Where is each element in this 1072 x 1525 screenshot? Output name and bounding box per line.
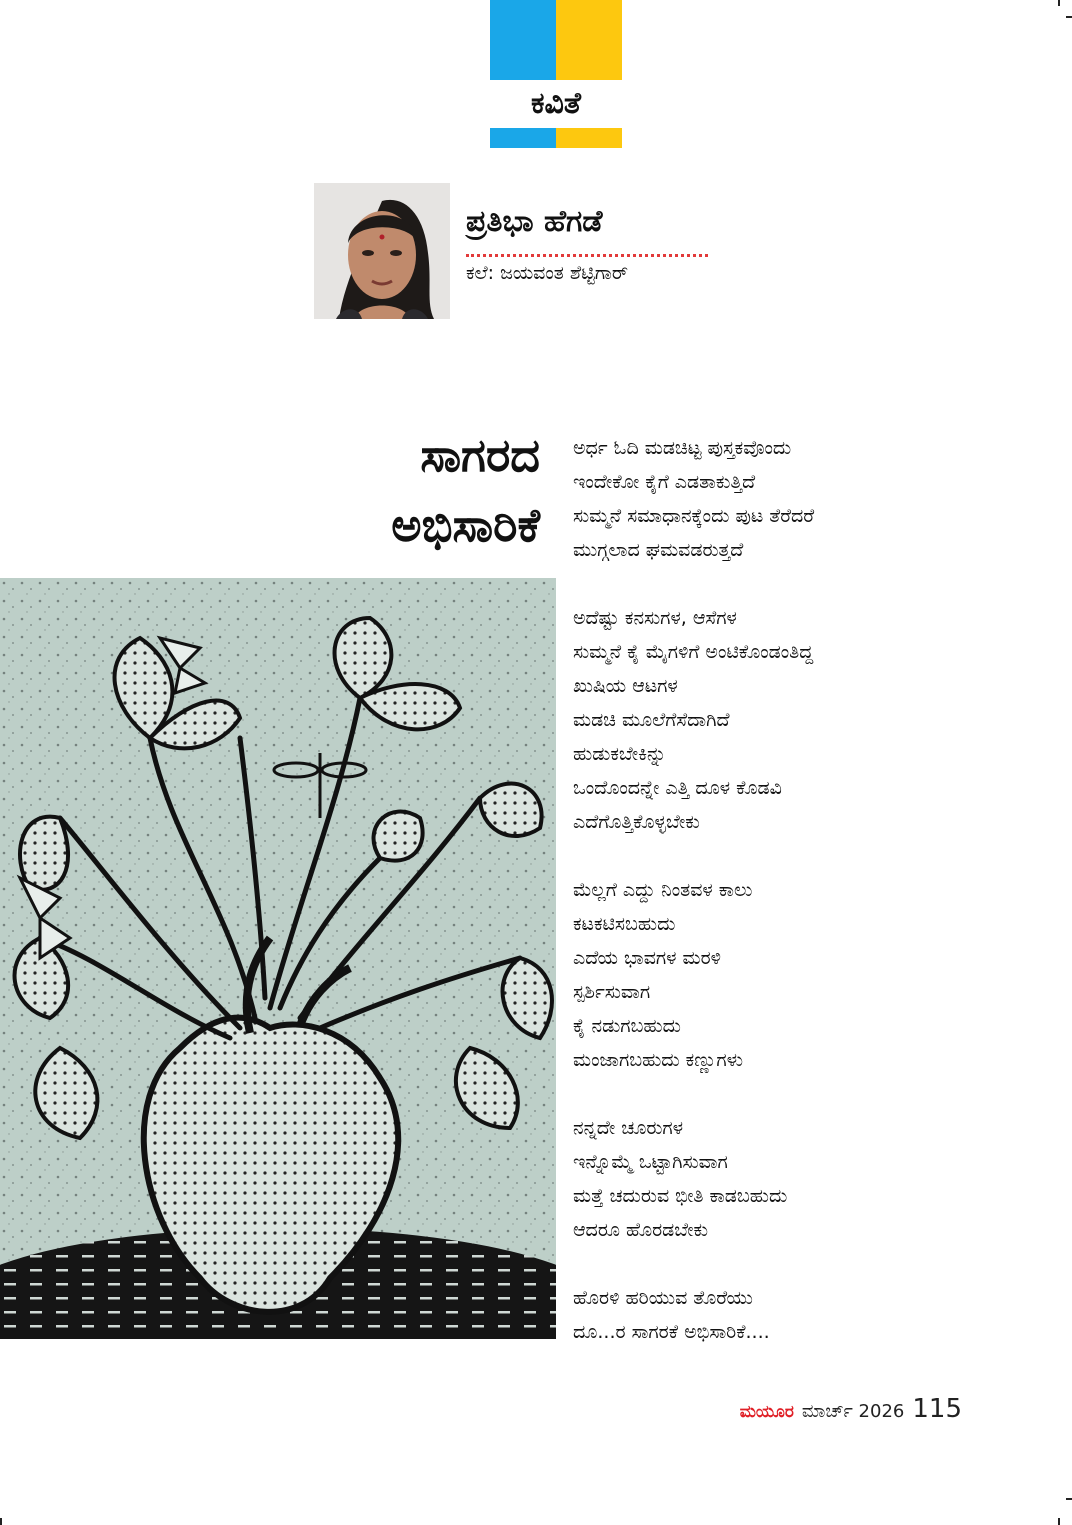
crop-mark	[1066, 1498, 1072, 1500]
dotted-divider	[466, 254, 708, 257]
poem-line: ಮತ್ತೆ ಚದುರುವ ಭೀತಿ ಕಾಡಬಹುದು	[573, 1185, 788, 1207]
title-line-2: ಅಭಿಸಾರಿಕೆ	[391, 498, 540, 552]
crop-mark	[1058, 1518, 1060, 1525]
poem-line: ಹುಡುಕಬೇಕಿನ್ನು	[573, 743, 667, 765]
poem-line: ಅರ್ಧ ಓದಿ ಮಡಚಿಟ್ಟ ಪುಸ್ತಕವೊಂದು	[573, 437, 792, 459]
author-portrait	[314, 183, 450, 319]
poem-line: ಅದೆಷ್ಟು ಕನಸುಗಳ, ಆಸೆಗಳ	[573, 607, 737, 629]
poem-stanza	[573, 601, 1043, 839]
poem-line: ಎದೆಗೊತ್ತಿಕೊಳ್ಳಬೇಕು	[573, 811, 700, 833]
poem-line: ಮಂಜಾಗಬಹುದು ಕಣ್ಣುಗಳು	[573, 1049, 744, 1071]
tag-yellow-block	[556, 0, 622, 80]
art-credit: ಕಲೆ: ಜಯವಂತ ಶೆಟ್ಟಿಗಾರ್	[466, 262, 629, 284]
poem-line: ಕೈ ನಡುಗಬಹುದು	[573, 1015, 681, 1037]
title-line-1: ಸಾಗರದ	[420, 428, 540, 482]
poem-stanza	[573, 1281, 1043, 1349]
tag-yellow-bar	[556, 128, 622, 148]
poem-line: ಇನ್ನೊಮ್ಮೆ ಒಟ್ಟಾಗಿಸುವಾಗ	[573, 1151, 728, 1173]
author-photo	[314, 183, 450, 319]
poem-line: ಸುಮ್ಮನೆ ಕೈ ಮೈಗಳಿಗೆ ಅಂಟಿಕೊಂಡಂತಿದ್ದ	[573, 641, 814, 663]
poem-title	[300, 420, 540, 560]
crop-mark	[0, 1518, 2, 1525]
poem-line: ಮಡಚಿ ಮೂಲೆಗೆಸೆದಾಗಿದೆ	[573, 709, 730, 731]
section-tag-label: ಕವಿತೆ	[531, 86, 581, 121]
author-name: ಪ್ರತಿಭಾ ಹೆಗಡೆ	[466, 204, 603, 239]
poem-line: ಸ್ಪರ್ಶಿಸುವಾಗ	[573, 981, 651, 1003]
poem-line: ದೂ...ರ ಸಾಗರಕೆ ಅಭಿಸಾರಿಕೆ....	[573, 1321, 770, 1343]
tag-blue-bar	[490, 128, 556, 148]
poem-line: ಆದರೂ ಹೊರಡಬೇಕು	[573, 1219, 709, 1241]
poem-line: ಕಟಕಟಿಸಬಹುದು	[573, 913, 676, 935]
crop-mark	[1066, 16, 1072, 18]
poem-line: ಹೊರಳಿ ಹರಿಯುವ ತೊರೆಯು	[573, 1287, 753, 1309]
page-footer	[740, 1394, 962, 1424]
poem-line: ಖುಷಿಯ ಆಟಗಳ	[573, 675, 678, 697]
heart-flowers-illustration	[0, 578, 556, 1339]
poem-line: ಮೆಲ್ಲಗೆ ಎದ್ದು ನಿಂತವಳ ಕಾಲು	[573, 879, 753, 901]
section-tag	[490, 0, 622, 150]
crop-mark	[1058, 0, 1060, 6]
poem-stanza	[573, 873, 1043, 1077]
tag-blue-block	[490, 0, 556, 80]
poem-stanza	[573, 1111, 1043, 1247]
magazine-logo: ಮಯೂರ	[739, 1402, 794, 1422]
poem-line: ಮುಗ್ಗಲಾದ ಘಮವಡರುತ್ತದೆ	[573, 539, 744, 561]
poem-line: ಒಂದೊಂದನ್ನೇ ಎತ್ತಿ ದೂಳ ಕೊಡವಿ	[573, 777, 782, 799]
poem-line: ಇಂದೇಕೋ ಕೈಗೆ ಎಡತಾಕುತ್ತಿದೆ	[573, 471, 756, 493]
illustration	[0, 578, 556, 1339]
poem-line: ನನ್ನದೇ ಚೂರುಗಳ	[573, 1117, 684, 1139]
poem-line: ಸುಮ್ಮನೆ ಸಮಾಧಾನಕ್ಕೆಂದು ಪುಟ ತೆರೆದರೆ	[573, 505, 815, 527]
issue-date: ಮಾರ್ಚ್ 2026	[801, 1401, 905, 1422]
poem-line: ಎದೆಯ ಭಾವಗಳ ಮರಳಿ	[573, 947, 722, 969]
poem-stanza	[573, 431, 1043, 567]
poem-body	[573, 431, 1043, 1383]
page-number: 115	[912, 1394, 962, 1424]
